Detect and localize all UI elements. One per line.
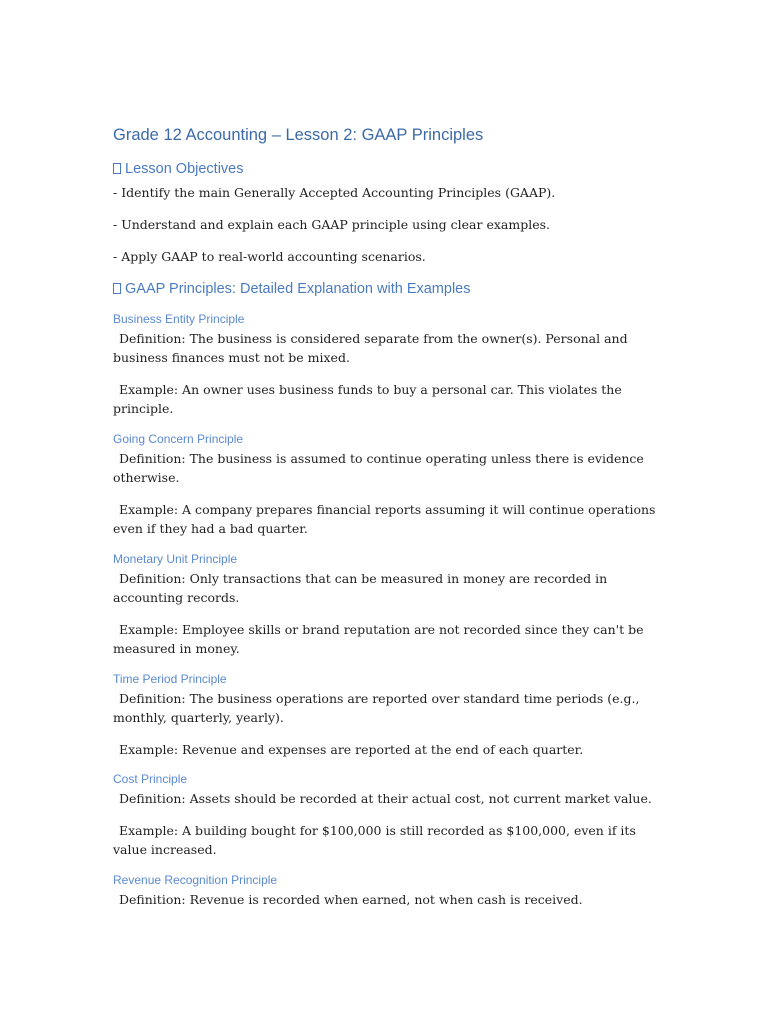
- principle-name: Cost Principle: [113, 772, 188, 786]
- principle-revenue-recognition: [113, 872, 668, 910]
- principle-name: Time Period Principle: [113, 671, 227, 686]
- objectives-heading-text: Lesson Objectives: [125, 161, 244, 177]
- principle-definition: Definition: Only transactions that can be measured in money are recorded in accounting records.: [113, 570, 608, 605]
- principle-business-entity: [113, 311, 668, 419]
- objective-item: - Apply GAAP to real-world accounting scenarios.: [113, 249, 426, 264]
- principle-name: Going Concern Principle: [113, 431, 244, 446]
- principle-example: Example: A company prepares financial reports assuming it will continue operations even if they had a bad quarter.: [113, 501, 656, 536]
- principles-heading: [113, 279, 668, 299]
- principle-example: Example: Employee skills or brand reputation are not recorded since they can't be measured in money.: [113, 621, 644, 656]
- principle-name: Monetary Unit Principle: [113, 551, 238, 566]
- principle-example: Example: A building bought for $100,000 is still recorded as $100,000, even if its value increased.: [113, 822, 636, 857]
- objective-item: - Identify the main Generally Accepted Accounting Principles (GAAP).: [113, 185, 556, 200]
- document-title: Grade 12 Accounting – Lesson 2: GAAP Principles: [113, 126, 484, 144]
- principle-example: Example: An owner uses business funds to buy a personal car. This violates the principle.: [113, 381, 622, 416]
- principle-cost: [113, 771, 668, 860]
- principle-definition: Definition: Assets should be recorded at their actual cost, not current market value.: [119, 791, 652, 806]
- principle-name: Revenue Recognition Principle: [113, 872, 278, 887]
- principle-time-period: [113, 671, 668, 760]
- principle-definition: Definition: The business operations are reported over standard time periods (e.g., monthly, quarterly, yearly).: [113, 690, 640, 725]
- missing-glyph-icon: [113, 283, 121, 294]
- principle-example: Example: Revenue and expenses are reported at the end of each quarter.: [119, 741, 584, 757]
- principle-going-concern: [113, 431, 668, 539]
- principle-monetary-unit: [113, 551, 668, 659]
- principle-definition: Definition: Revenue is recorded when earned, not when cash is received.: [119, 891, 583, 907]
- objectives-heading: [113, 159, 668, 179]
- principle-name: Business Entity Principle: [113, 311, 245, 326]
- missing-glyph-icon: [113, 163, 121, 174]
- objective-item: - Understand and explain each GAAP principle using clear examples.: [113, 217, 550, 232]
- principle-definition: Definition: The business is assumed to continue operating unless there is evidence otherwise.: [113, 450, 644, 485]
- principle-definition: Definition: The business is considered separate from the owner(s). Personal and business finances must not be mixed.: [113, 330, 628, 365]
- principles-heading-text: GAAP Principles: Detailed Explanation with Examples: [125, 280, 471, 297]
